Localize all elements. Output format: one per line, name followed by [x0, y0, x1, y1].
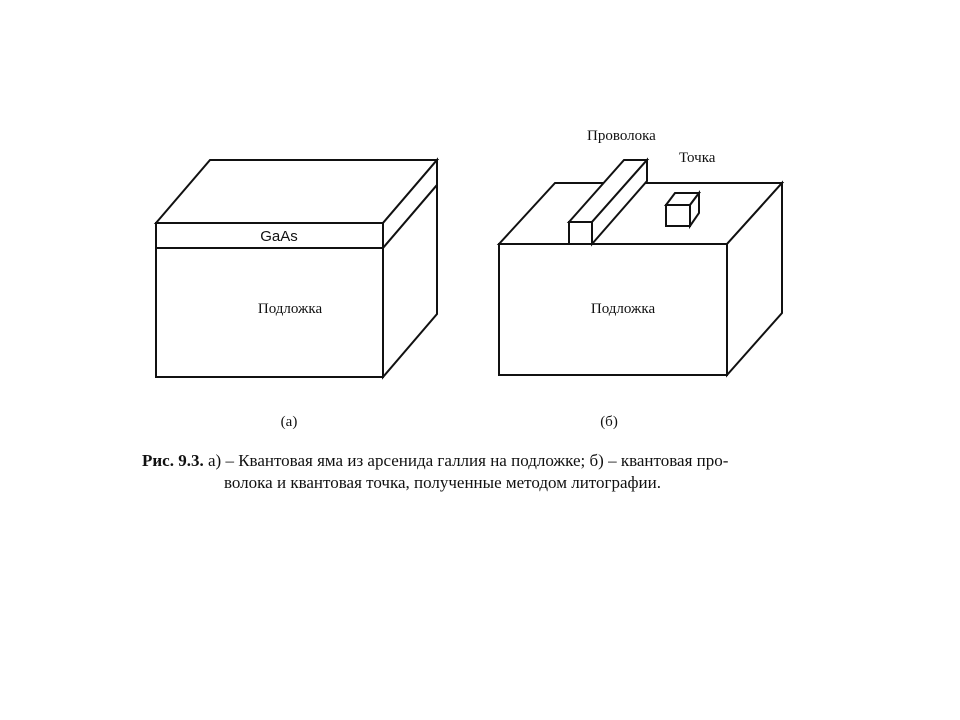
quantum-wire-front	[569, 222, 592, 244]
caption-text-1: а) – Квантовая яма из арсенида галлия на подложке; б) – квантовая про-	[203, 451, 729, 470]
quantum-dot	[666, 193, 699, 226]
quantum-dot-front	[666, 205, 690, 226]
panel-b-wire-and-dot	[499, 128, 782, 430]
caption-line-2: волока и квантовая точка, полученные методом литографии.	[224, 473, 661, 492]
figure-caption	[142, 450, 862, 494]
wire-label: Проволока	[587, 128, 656, 144]
panel-a-quantum-well	[156, 160, 437, 430]
gaas-layer-label: GaAs	[260, 228, 298, 245]
panel-b-substrate-label: Подложка	[590, 301, 656, 317]
panel-a-label: (а)	[280, 414, 298, 430]
dot-label: Точка	[679, 150, 716, 166]
panel-a-substrate-label: Подложка	[257, 301, 323, 317]
caption-figure-ref: Рис. 9.3.	[142, 451, 204, 470]
caption-line-1	[142, 450, 862, 472]
panel-b-label: (б)	[600, 414, 618, 430]
